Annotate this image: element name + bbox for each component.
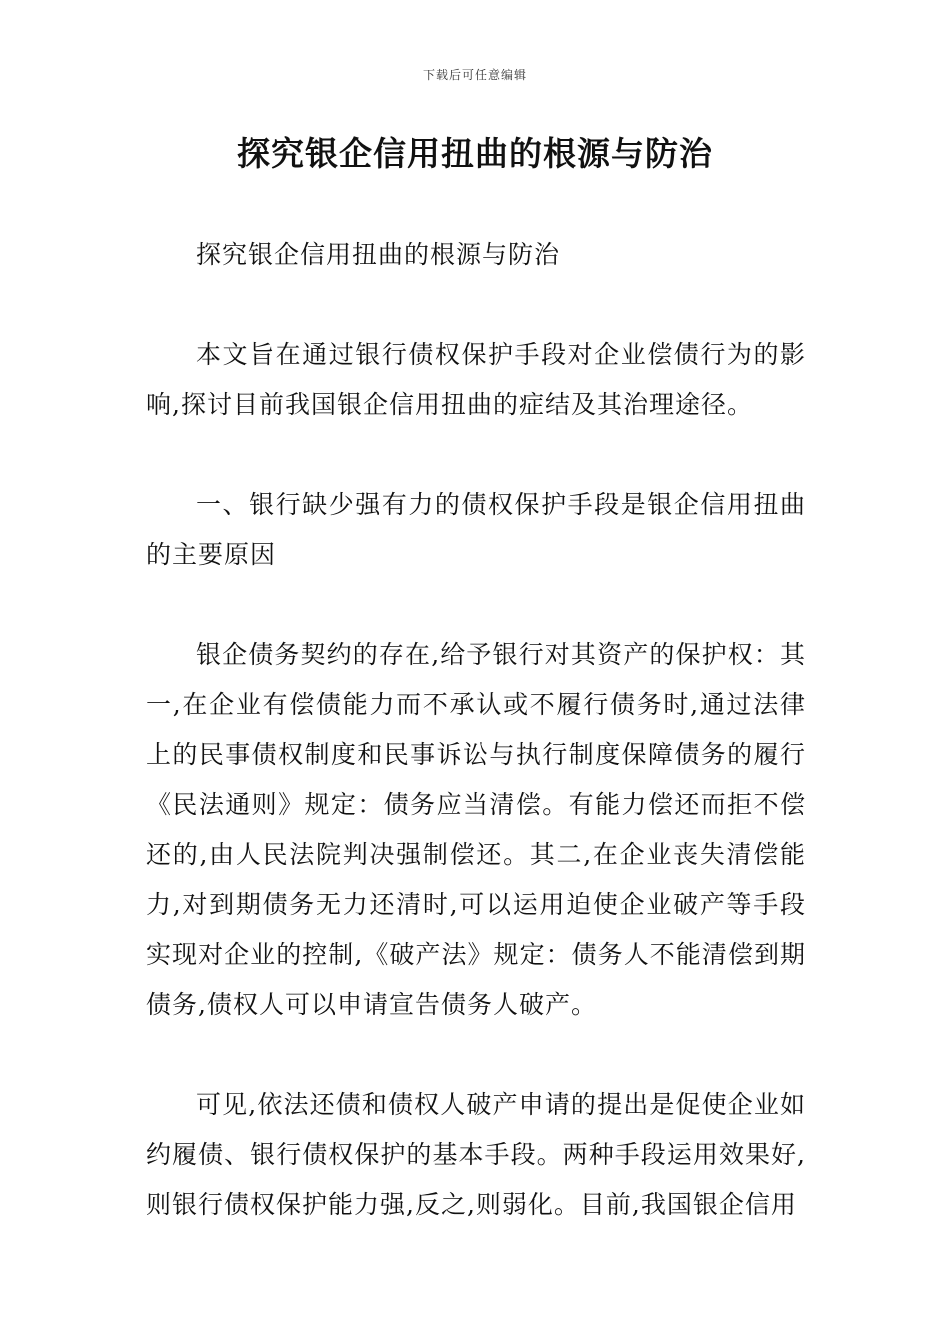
paragraph-body: 可见,依法还债和债权人破产申请的提出是促使企业如约履债、银行债权保护的基本手段。两种手段运用效果好,则银行债权保护能力强,反之,则弱化。目前,我国银企信用 xyxy=(146,1090,806,1219)
paragraph-body: 银企债务契约的存在,给予银行对其资产的保护权：其一,在企业有偿债能力而不承认或不履行债务时,通过法律上的民事债权制度和民事诉讼与执行制度保障债务的履行《民法通则》规定：债务应当清偿。有能力偿还而拒不偿还的,由人民法院判决强制偿还。其二,在企业丧失清偿能力,对到期债务无力还清时,可以运用迫使企业破产等手段实现对企业的控制,《破产法》规定：债务人不能清偿到期债务,债权人可以申请宣告债务人破产。 xyxy=(146,640,806,1019)
document-body xyxy=(146,230,806,1280)
header-note: 下载后可任意编辑 xyxy=(422,68,527,82)
document-title: 探究银企信用扭曲的根源与防治 xyxy=(237,134,713,173)
paragraph-section-heading: 一、银行缺少强有力的债权保护手段是银企信用扭曲的主要原因 xyxy=(146,490,806,569)
paragraph-subtitle: 探究银企信用扭曲的根源与防治 xyxy=(196,240,561,269)
paragraph-abstract: 本文旨在通过银行债权保护手段对企业偿债行为的影响,探讨目前我国银企信用扭曲的症结及其治理途径。 xyxy=(146,340,806,419)
